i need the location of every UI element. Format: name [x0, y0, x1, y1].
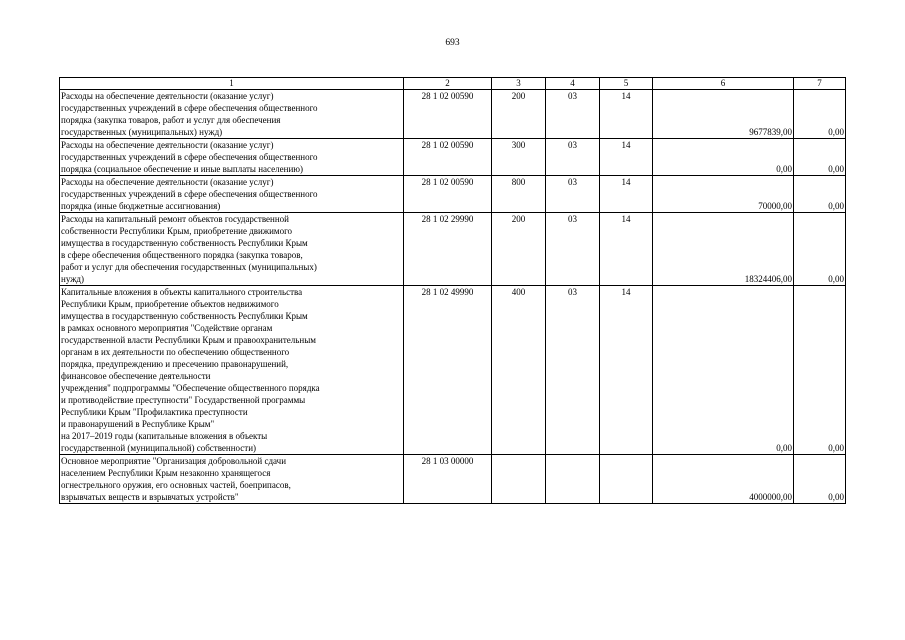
section-code: 03 — [546, 176, 600, 213]
column-header: 2 — [404, 78, 492, 90]
row-description — [60, 213, 404, 286]
description-line: органам в их деятельности по обеспечению общественного — [61, 347, 290, 357]
description-line: государственных учреждений в сфере обеспечения общественного — [61, 152, 318, 162]
description-line: Расходы на капитальный ремонт объектов государственной — [61, 214, 290, 224]
expense-type-code: 200 — [492, 90, 546, 139]
amount-year-2: 0,00 — [794, 455, 846, 504]
description-line: населением Республики Крым незаконно хранящегося — [61, 468, 271, 478]
table-row — [60, 176, 846, 213]
amount-year-2: 0,00 — [794, 139, 846, 176]
amount-year-1: 0,00 — [653, 139, 794, 176]
description-line: нужд) — [61, 274, 84, 284]
target-article-code: 28 1 02 00590 — [404, 176, 492, 213]
column-header: 1 — [60, 78, 404, 90]
column-header: 7 — [794, 78, 846, 90]
description-line: в сфере обеспечения общественного порядка (закупка товаров, — [61, 250, 303, 260]
section-code: 03 — [546, 213, 600, 286]
expense-type-code: 300 — [492, 139, 546, 176]
subsection-code: 14 — [600, 286, 653, 455]
table-row — [60, 213, 846, 286]
table-row — [60, 139, 846, 176]
description-line: Расходы на обеспечение деятельности (оказание услуг) — [61, 177, 274, 187]
description-line: Расходы на обеспечение деятельности (оказание услуг) — [61, 140, 274, 150]
section-code: 03 — [546, 286, 600, 455]
description-line: порядка (социальное обеспечение и иные выплаты населению) — [61, 164, 303, 174]
expense-type-code: 800 — [492, 176, 546, 213]
table-row — [60, 90, 846, 139]
description-line: собственности Республики Крым, приобретение движимого — [61, 226, 293, 236]
subsection-code: 14 — [600, 90, 653, 139]
description-line: и противодействие преступности" Государственной программы — [61, 395, 306, 405]
row-description — [60, 286, 404, 455]
description-line: огнестрельного оружия, его основных частей, боеприпасов, — [61, 480, 291, 490]
description-line: Капитальные вложения в объекты капитального строительства — [61, 287, 303, 297]
amount-year-2: 0,00 — [794, 213, 846, 286]
description-line: Республики Крым, приобретение объектов недвижимого — [61, 299, 279, 309]
subsection-code: 14 — [600, 139, 653, 176]
subsection-code: 14 — [600, 176, 653, 213]
description-line: на 2017–2019 годы (капитальные вложения в объекты — [61, 431, 268, 441]
table-row — [60, 455, 846, 504]
description-line: Расходы на обеспечение деятельности (оказание услуг) — [61, 91, 274, 101]
amount-year-2: 0,00 — [794, 90, 846, 139]
subsection-code: 14 — [600, 213, 653, 286]
description-line: имущества в государственную собственность Республики Крым — [61, 238, 308, 248]
amount-year-1: 70000,00 — [653, 176, 794, 213]
description-line: учреждения" подпрограммы "Обеспечение общественного порядка — [61, 383, 320, 393]
description-line: Республики Крым "Профилактика преступности — [61, 407, 248, 417]
section-code: 03 — [546, 139, 600, 176]
column-header: 3 — [492, 78, 546, 90]
column-header: 6 — [653, 78, 794, 90]
description-line: имущества в государственную собственность Республики Крым — [61, 311, 308, 321]
amount-year-1: 18324406,00 — [653, 213, 794, 286]
description-line: взрывчатых веществ и взрывчатых устройств" — [61, 492, 239, 502]
row-description — [60, 176, 404, 213]
table-row — [60, 286, 846, 455]
target-article-code: 28 1 02 00590 — [404, 139, 492, 176]
description-line: государственной (муниципальной) собственности) — [61, 443, 257, 453]
description-line: работ и услуг для обеспечения государственных (муниципальных) — [61, 262, 317, 272]
target-article-code: 28 1 02 29990 — [404, 213, 492, 286]
description-line: Основное мероприятие "Организация добровольной сдачи — [61, 456, 287, 466]
description-line: и правонарушений в Республике Крым" — [61, 419, 215, 429]
expense-type-code — [492, 455, 546, 504]
amount-year-1: 0,00 — [653, 286, 794, 455]
section-code: 03 — [546, 90, 600, 139]
row-description — [60, 139, 404, 176]
column-header: 5 — [600, 78, 653, 90]
description-line: государственных учреждений в сфере обеспечения общественного — [61, 103, 318, 113]
target-article-code: 28 1 02 49990 — [404, 286, 492, 455]
amount-year-2: 0,00 — [794, 176, 846, 213]
subsection-code — [600, 455, 653, 504]
target-article-code: 28 1 02 00590 — [404, 90, 492, 139]
description-line: в рамках основного мероприятия "Содействие органам — [61, 323, 273, 333]
description-line: государственной власти Республики Крым и правоохранительным — [61, 335, 316, 345]
section-code — [546, 455, 600, 504]
row-description — [60, 90, 404, 139]
row-description — [60, 455, 404, 504]
column-number-header-row — [60, 78, 846, 90]
column-header: 4 — [546, 78, 600, 90]
description-line: порядка (закупка товаров, работ и услуг для обеспечения — [61, 115, 281, 125]
amount-year-2: 0,00 — [794, 286, 846, 455]
description-line: финансовое обеспечение деятельности — [61, 371, 211, 381]
description-line: порядка (иные бюджетные ассигнования) — [61, 201, 221, 211]
expense-type-code: 200 — [492, 213, 546, 286]
amount-year-1: 9677839,00 — [653, 90, 794, 139]
description-line: государственных (муниципальных) нужд) — [61, 127, 223, 137]
target-article-code: 28 1 03 00000 — [404, 455, 492, 504]
description-line: государственных учреждений в сфере обеспечения общественного — [61, 189, 318, 199]
amount-year-1: 4000000,00 — [653, 455, 794, 504]
page-number: 693 — [445, 38, 460, 48]
budget-table — [59, 77, 846, 504]
description-line: порядка, предупреждению и пресечению правонарушений, — [61, 359, 289, 369]
expense-type-code: 400 — [492, 286, 546, 455]
